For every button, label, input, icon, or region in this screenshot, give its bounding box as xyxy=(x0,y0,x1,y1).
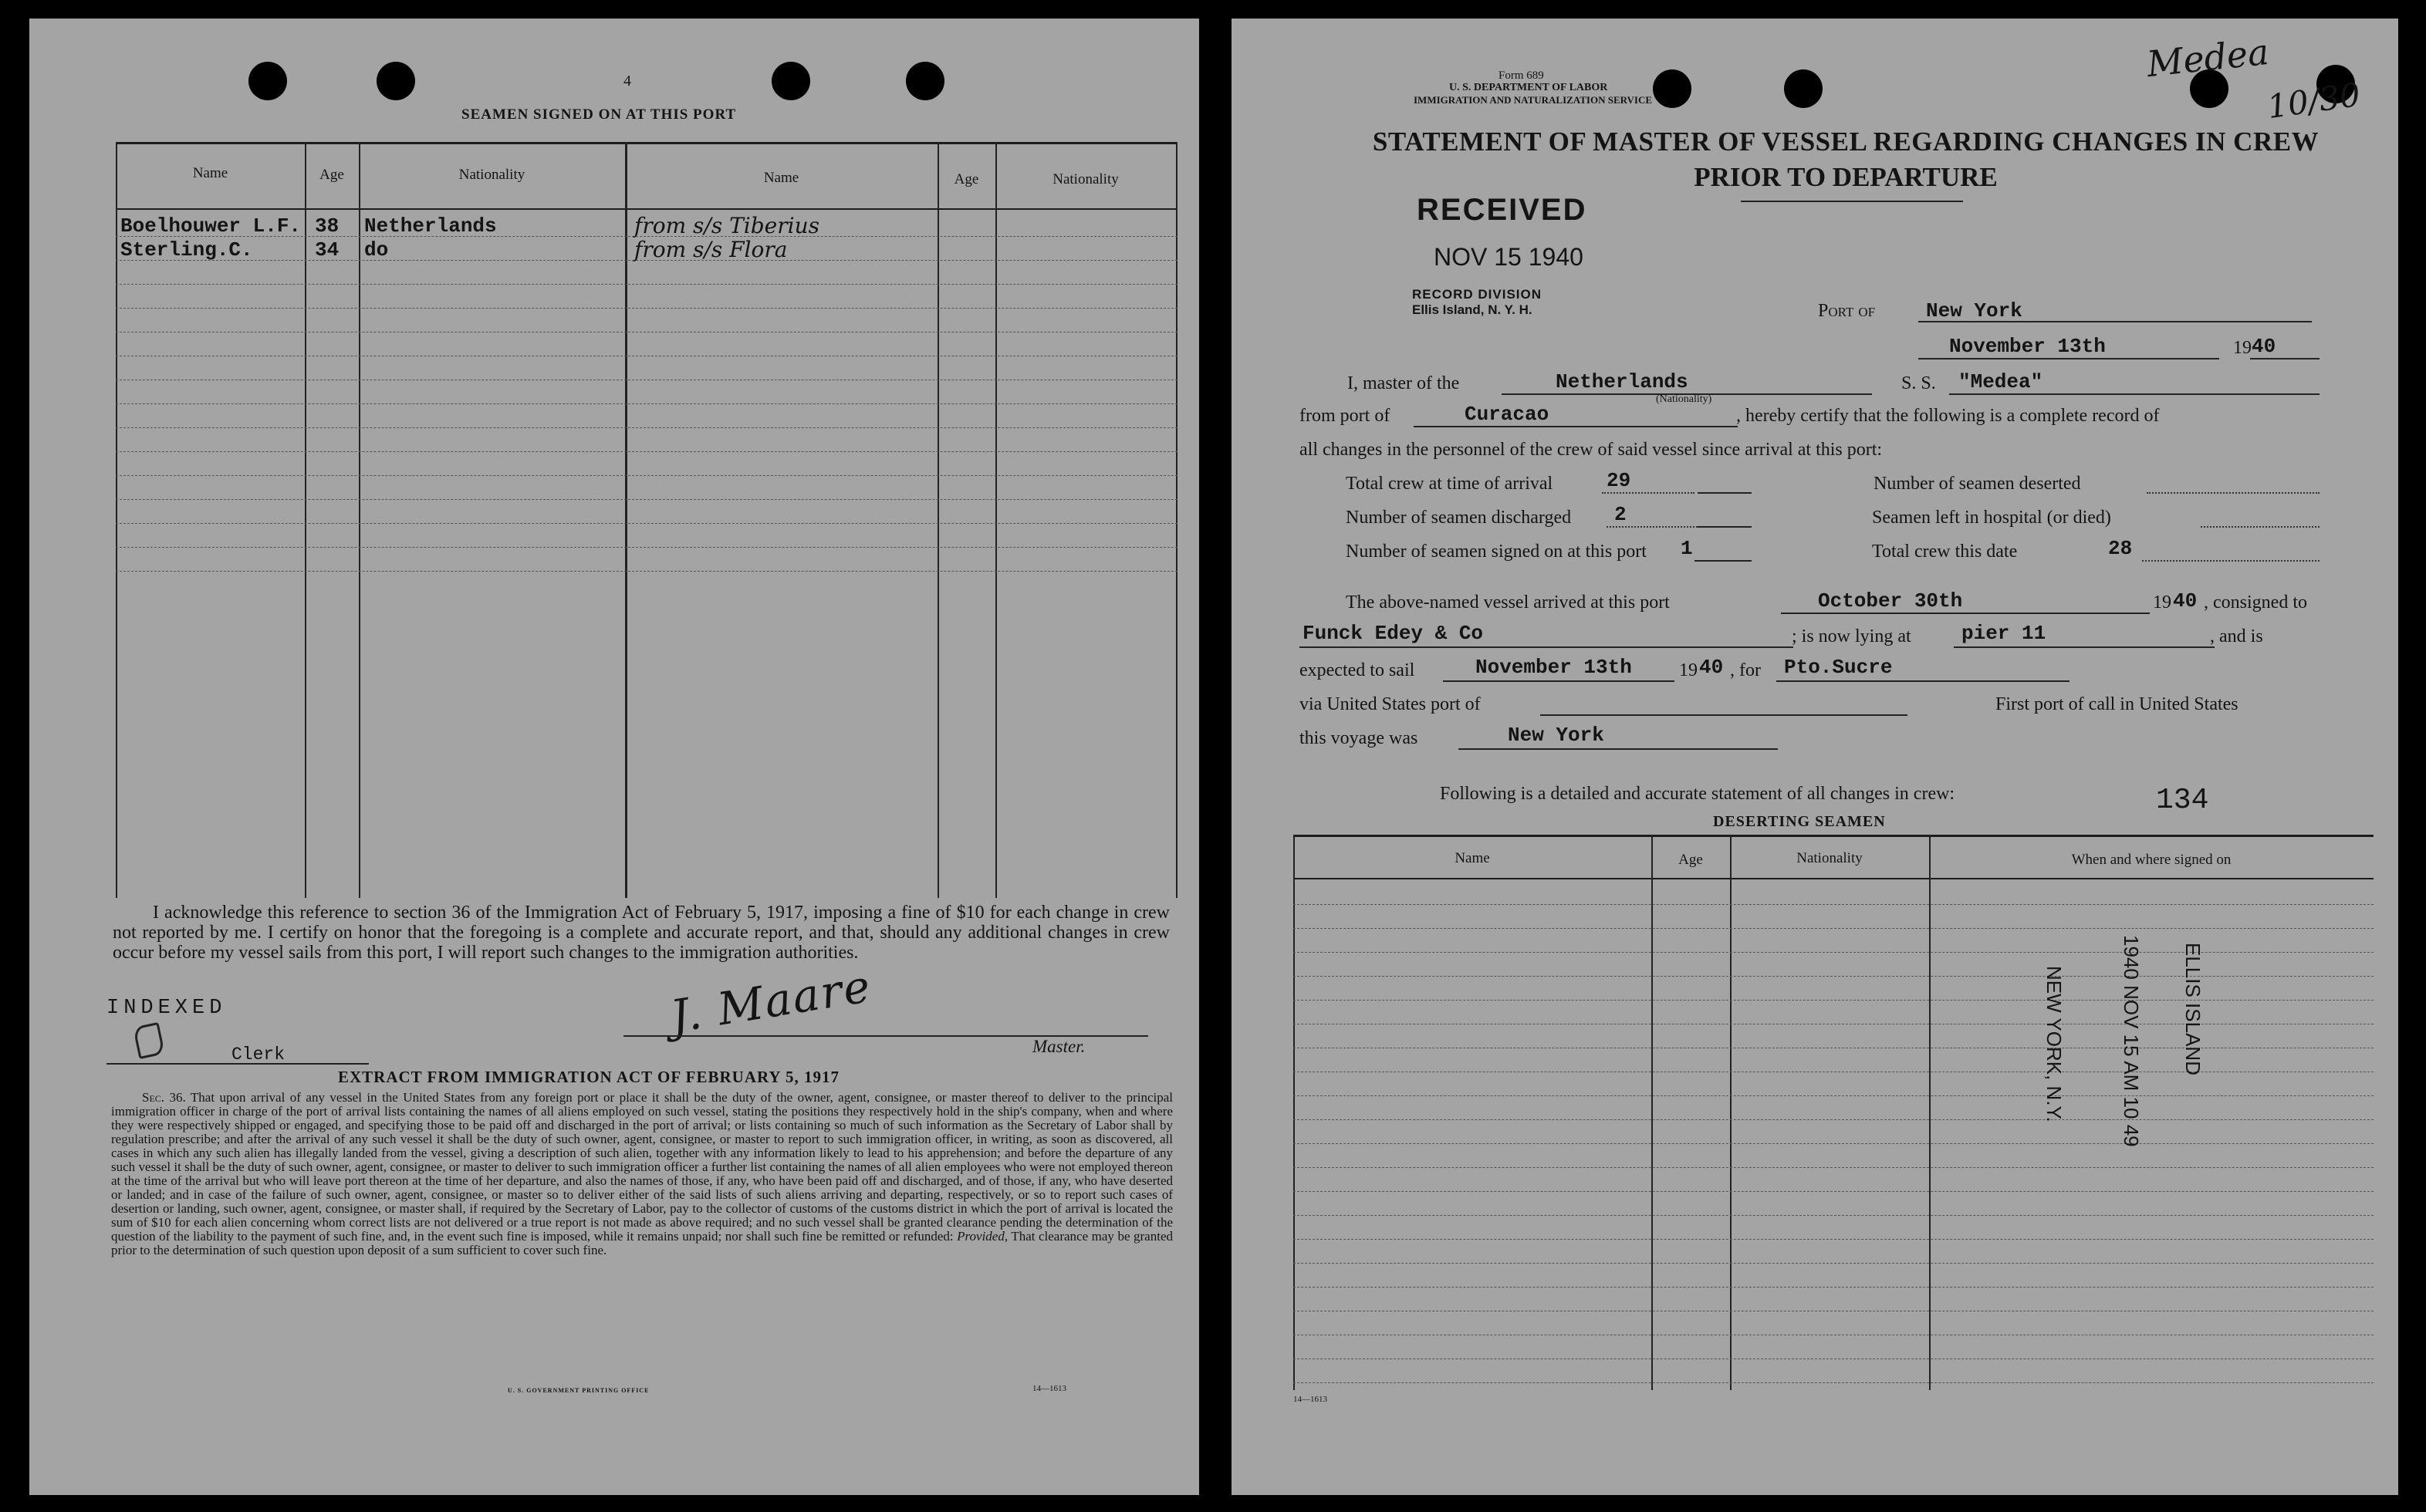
col-header-name: Name xyxy=(763,170,799,186)
deserting-seamen-table xyxy=(1293,835,2374,1390)
page-number: 4 xyxy=(623,73,631,89)
seamen-signed-on-table xyxy=(116,142,1178,898)
destination: Pto.Sucre xyxy=(1784,656,1893,679)
table-row xyxy=(116,332,1178,356)
sail-date: November 13th xyxy=(1475,656,1632,679)
table-row xyxy=(1293,1359,2374,1383)
table-body xyxy=(116,213,1178,572)
punch-hole xyxy=(377,62,415,100)
form-number: Form 689 xyxy=(1499,69,1544,82)
pier: pier 11 xyxy=(1961,622,2046,645)
table-row xyxy=(116,261,1178,285)
table-row xyxy=(116,285,1178,309)
acknowledgement-text: I acknowledge this reference to section 36 of the Immigration Act of February 5, 1917, imposing a fine of $10 for each change in crew not reported by me. I certify on honor that the foregoing is a complete and accurate report, and that, should any additional changes in crew occur before my vessel sails from this port, I will report such changes to the immigration authorities. xyxy=(113,903,1170,963)
table-row xyxy=(116,380,1178,404)
expected-label: expected to sail xyxy=(1299,660,1415,680)
cell-note: from s/s Tiberius xyxy=(634,213,819,238)
cell-age: 34 xyxy=(315,238,340,262)
deserted-label: Number of seamen deserted xyxy=(1874,474,2081,494)
cell-note: from s/s Flora xyxy=(634,237,788,262)
ship-name: "Medea" xyxy=(1958,370,2043,393)
arrived-date: October 30th xyxy=(1818,589,1963,613)
form-code: 14—1613 xyxy=(1293,1395,1327,1404)
table-row xyxy=(116,237,1178,261)
punch-hole xyxy=(1784,69,1823,108)
first-port-label: First port of call in United States xyxy=(1995,694,2238,714)
date-value: November 13th xyxy=(1949,335,2106,358)
lying-label: ; is now lying at xyxy=(1792,626,1911,646)
table-row xyxy=(1293,1216,2374,1240)
col-header-age: Age xyxy=(319,167,344,183)
form-title-line2: PRIOR TO DEPARTURE xyxy=(1694,162,1998,192)
handwritten-vessel-name: Medea xyxy=(2144,30,2271,86)
extract-title: EXTRACT FROM IMMIGRATION ACT OF FEBRUARY 5, 1917 xyxy=(338,1068,840,1086)
form-code: 14—1613 xyxy=(1032,1384,1066,1393)
signed-on-value: 1 xyxy=(1681,537,1693,560)
table-row xyxy=(116,404,1178,428)
consigned-label: , consigned to xyxy=(2204,592,2307,613)
consignee: Funck Edey & Co xyxy=(1303,622,1484,645)
table-row xyxy=(116,476,1178,500)
col-header-name: Name xyxy=(192,165,228,181)
sail-year: 40 xyxy=(1699,656,1724,679)
indexed-stamp: INDEXED xyxy=(106,997,227,1020)
total-crew-today-value: 28 xyxy=(2108,537,2133,560)
total-crew-arrival-label: Total crew at time of arrival xyxy=(1346,474,1553,494)
table-row xyxy=(116,356,1178,380)
received-stamp: RECEIVED NOV 15 1940 RECORD DIVISION Ellis Island, N. Y. H. xyxy=(1412,193,1587,317)
arrived-label: The above-named vessel arrived at this port xyxy=(1346,592,1670,613)
year-value: 40 xyxy=(2252,335,2276,358)
arrived-year: 40 xyxy=(2173,589,2198,613)
table-row xyxy=(1293,1335,2374,1359)
form-title-line1: STATEMENT OF MASTER OF VESSEL REGARDING CHANGES IN CREW xyxy=(1372,127,2320,157)
punch-hole xyxy=(772,62,810,100)
cell-age: 38 xyxy=(315,214,340,238)
voyage-label: this voyage was xyxy=(1299,728,1418,748)
from-port-value: Curacao xyxy=(1465,403,1549,426)
certify-text-2: all changes in the personnel of the crew of said vessel since arrival at this port: xyxy=(1299,440,1883,460)
signed-on-label: Number of seamen signed on at this port xyxy=(1346,542,1647,562)
cell-nationality: do xyxy=(364,238,389,262)
arrived-year-prefix: 19 xyxy=(2153,592,2171,613)
cell-name: Boelhouwer L.F. xyxy=(120,214,302,238)
section-title: SEAMEN SIGNED ON AT THIS PORT xyxy=(461,106,737,123)
table-row xyxy=(1293,1311,2374,1335)
service-name: IMMIGRATION AND NATURALIZATION SERVICE xyxy=(1414,94,1653,106)
voyage-value: New York xyxy=(1508,724,1604,747)
following-label: Following is a detailed and accurate statement of all changes in crew: xyxy=(1440,784,1955,804)
table-row xyxy=(116,309,1178,332)
sail-year-prefix: 19 xyxy=(1679,660,1698,680)
discharged-label: Number of seamen discharged xyxy=(1346,508,1572,528)
col-header-when-where: When and where signed on xyxy=(2071,852,2232,868)
cell-nationality: Netherlands xyxy=(364,214,497,238)
year-prefix: 19 xyxy=(2233,338,2252,358)
punch-hole xyxy=(1653,69,1691,108)
punch-hole xyxy=(248,62,287,100)
table-row xyxy=(1293,1240,2374,1264)
col-header-age: Age xyxy=(1678,852,1703,868)
master-of-label: I, master of the xyxy=(1347,373,1460,393)
col-header-nationality: Nationality xyxy=(458,167,525,183)
col-header-nationality: Nationality xyxy=(1796,850,1863,866)
table-row xyxy=(116,452,1178,476)
punch-hole xyxy=(906,62,944,100)
table-row xyxy=(116,500,1178,524)
extract-body: Sec. 36. That upon arrival of any vessel in the United States from any foreign port or place it shall be the duty of the owner, agent, consignee, or master thereof to deliver to the principal immigration officer in charge of the port of arrival lists containing the names of all aliens employed on such vessel, stating the positions they respectively hold in the ship's company, when and where they were respectively shipped or engaged, and specifying those to be paid off and discharged in the port of arrival; or lists containing so much of such information as the Secretary of Labor shall by regulation prescribe; and after the arrival of any such vessel it shall be the duty of such owner, agent, consignee, or master to report to such immigration officer, in writing, as soon as discovered, all cases in which any such alien has illegally landed from the vessel, giving a description of such alien, together with any information likely to lead to his apprehension; and before the departure of any such vessel it shall be the duty of such owner, agent, consignee, or master to deliver to such immigration officer a further list containing the names of all alien employees who were not employed thereon at the time of the arrival but who will leave port thereon at the time of her departure, and also the names of those, if any, who have been paid off and discharged, and of those, if any, who have deserted or landed; and in case of the failure of such owner, agent, consignee, or master so to deliver either of the said lists of such aliens arriving and departing, respectively, or so to report such cases of desertion or landing, such owner, agent, consignee, or master shall, if required by the Secretary of Labor, pay to the collector of customs of the customs district in which the port of arrival is located the sum of $10 for each alien concerning whom correct lists are not delivered or a true report is not made as above required; and no such vessel shall be granted clearance pending the determination of the question of the liability to the payment of such fine, and, in the event such fine is imposed, while it remains unpaid; nor shall such fine be remitted or refunded: Provided, That clearance may be granted prior to the determination of such question upon deposit of a sum sufficient to cover such fine. xyxy=(111,1090,1173,1257)
table-row xyxy=(116,213,1178,237)
table-row xyxy=(116,548,1178,572)
col-header-age: Age xyxy=(954,171,979,187)
via-label: via United States port of xyxy=(1299,694,1481,714)
certify-text: , hereby certify that the following is a complete record of xyxy=(1736,406,2160,426)
col-header-nationality: Nationality xyxy=(1053,171,1119,187)
table-row xyxy=(1293,1264,2374,1288)
and-is-label: , and is xyxy=(2210,626,2263,646)
total-crew-arrival-value: 29 xyxy=(1607,469,1631,492)
table-row xyxy=(1293,881,2374,905)
clerk-label: Clerk xyxy=(231,1045,286,1065)
ss-label: S. S. xyxy=(1901,373,1936,393)
table-row xyxy=(1293,1288,2374,1311)
table-row xyxy=(1293,1192,2374,1216)
col-header-name: Name xyxy=(1455,850,1490,866)
table-row xyxy=(116,428,1178,452)
port-label: Port of xyxy=(1818,301,1876,321)
master-signature: J. Maare xyxy=(667,959,875,1044)
right-form-page xyxy=(1232,19,2398,1495)
hospital-label: Seamen left in hospital (or died) xyxy=(1872,508,2111,528)
nationality-value: Netherlands xyxy=(1556,370,1688,393)
clerk-initial-mark xyxy=(133,1022,165,1059)
cell-name: Sterling.C. xyxy=(120,238,253,262)
from-port-label: from port of xyxy=(1299,406,1390,426)
printing-office: U. S. GOVERNMENT PRINTING OFFICE xyxy=(508,1387,650,1394)
table-row xyxy=(1293,905,2374,929)
table-row xyxy=(116,524,1178,548)
for-label: , for xyxy=(1730,660,1761,680)
discharged-value: 2 xyxy=(1614,503,1627,526)
master-label: Master. xyxy=(1032,1037,1086,1056)
department-name: U. S. DEPARTMENT OF LABOR xyxy=(1449,82,1608,93)
deserting-title: DESERTING SEAMEN xyxy=(1713,813,1886,830)
handwritten-reference: 10/30 xyxy=(2265,75,2363,127)
total-crew-today-label: Total crew this date xyxy=(1872,542,2018,562)
nationality-caption: (Nationality) xyxy=(1656,393,1712,405)
left-form-page xyxy=(29,19,1199,1495)
table-row xyxy=(1293,1168,2374,1192)
serial-number: 134 xyxy=(2156,784,2209,817)
port-value: New York xyxy=(1926,299,2022,322)
ellis-island-date-stamp: ELLIS ISLAND 1940 NOV 15 AM 10 49 NEW YORK, N.Y. xyxy=(2043,935,2205,1147)
